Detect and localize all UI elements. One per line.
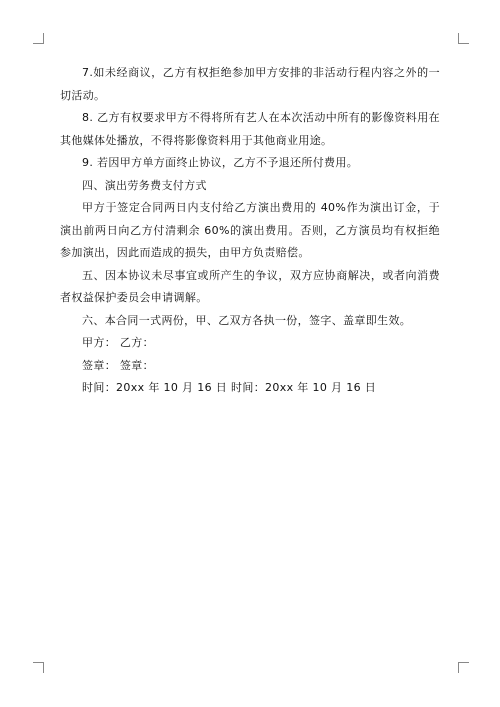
page-corner-mark-top-left <box>33 33 44 44</box>
section-6-paragraph: 六、本合同一式两份，甲、乙双方各执一份，签字、盖章即生效。 <box>82 313 412 327</box>
signature-line: 签章： 签章： <box>82 358 154 372</box>
page-corner-mark-top-right <box>458 33 469 44</box>
page-corner-mark-bottom-left <box>33 662 44 673</box>
document-body <box>60 62 440 400</box>
clause-7-paragraph: 7.如未经商议，乙方有权拒绝参加甲方安排的非活动行程内容之外的一切活动。 <box>60 66 440 102</box>
section-4-heading: 四、演出劳务费支付方式 <box>82 178 207 192</box>
clause-8-paragraph: 8. 乙方有权要求甲方不得将所有艺人在本次活动中所有的影像资料用在其他媒体处播放，不得将影像资料用于其他商业用途。 <box>60 111 440 147</box>
date-line: 时间：20xx 年 10 月 16 日 时间：20xx 年 10 月 16 日 <box>82 381 377 394</box>
payment-terms-paragraph: 甲方于签定合同两日内支付给乙方演出费用的 40%作为演出订金，于演出前两日向乙方付清剩余 60%的演出费用。否则，乙方演员均有权拒绝参加演出，因此而造成的损失，由甲方负责赔偿。 <box>60 201 440 259</box>
page-corner-mark-bottom-right <box>458 662 469 673</box>
section-5-paragraph: 五、因本协议未尽事宜或所产生的争议，双方应协商解决，或者向消费者权益保护委员会申请调解。 <box>60 268 440 304</box>
clause-9-paragraph: 9. 若因甲方单方面终止协议，乙方不予退还所付费用。 <box>82 156 359 169</box>
party-line: 甲方： 乙方： <box>82 336 154 349</box>
